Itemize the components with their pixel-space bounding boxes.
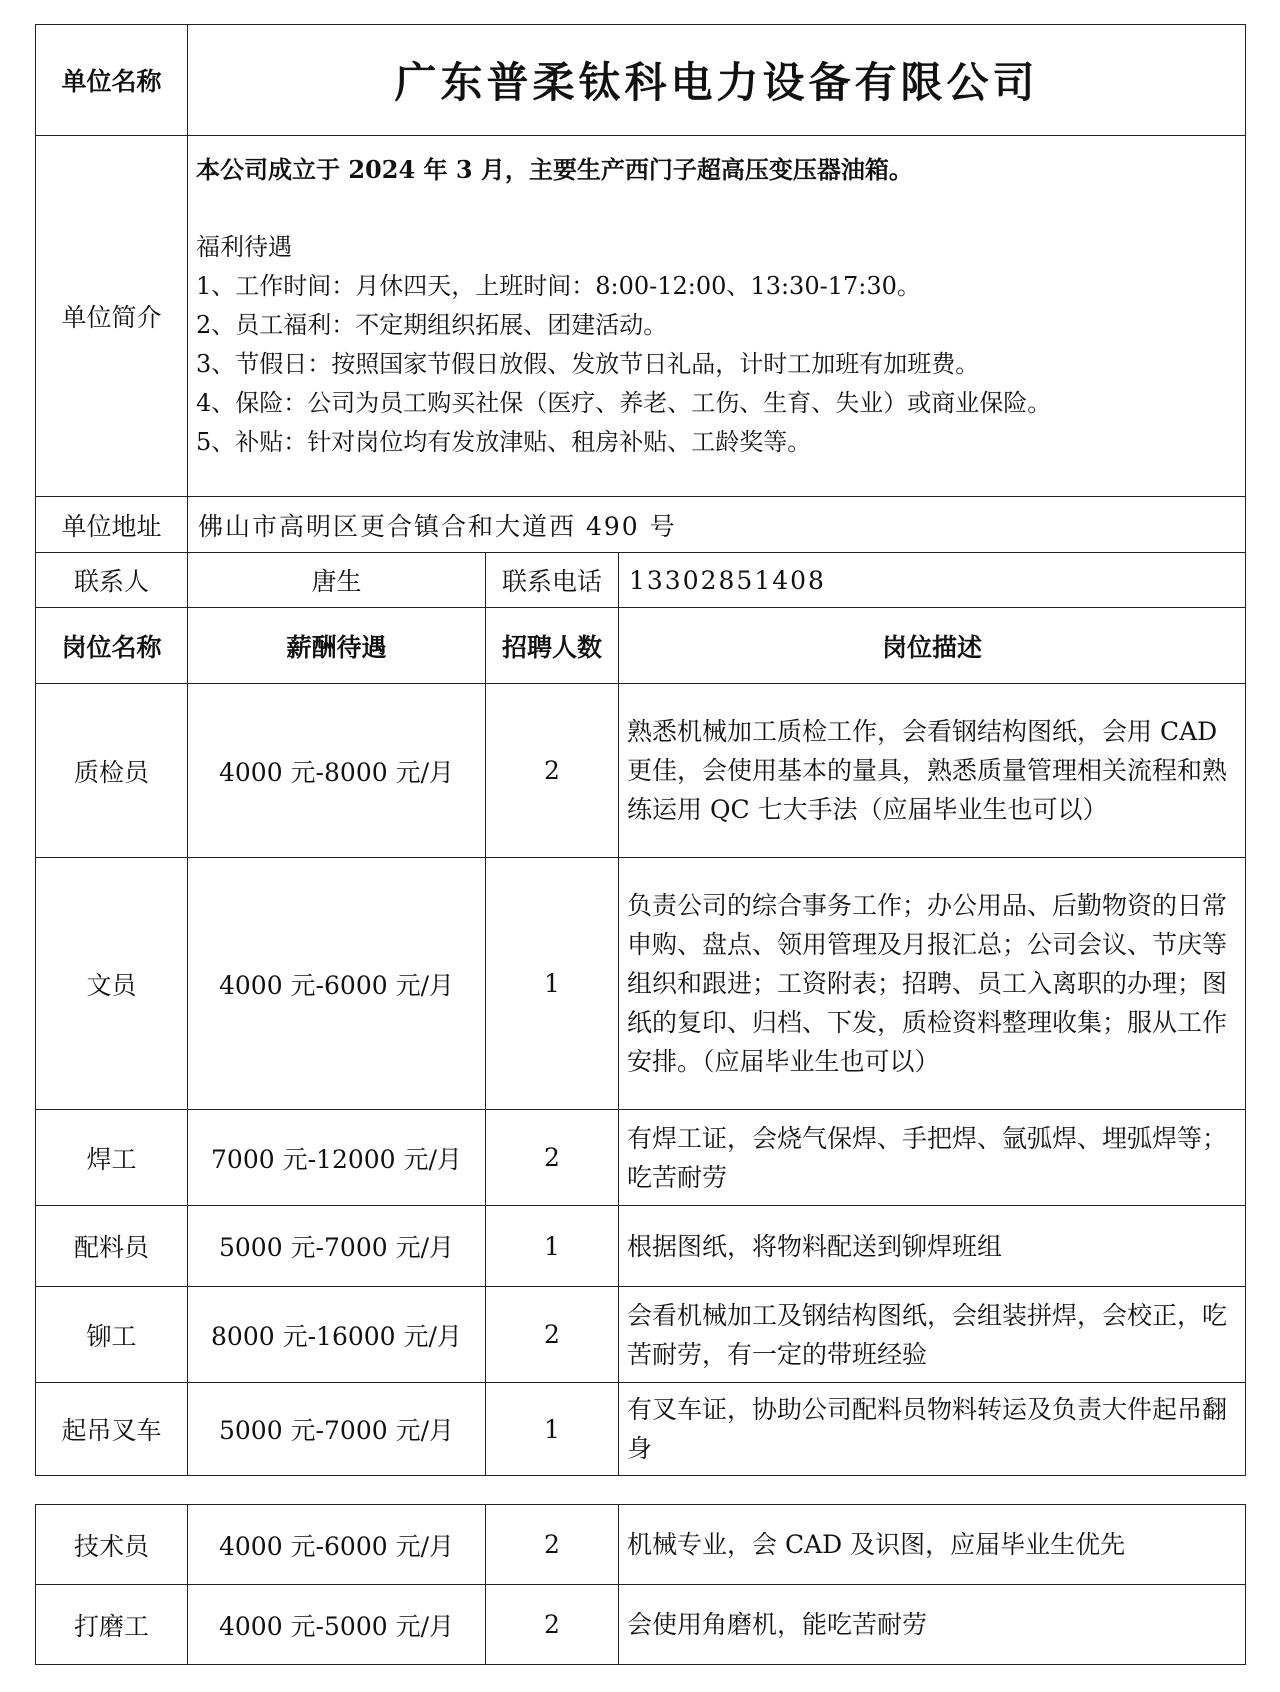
col-header-salary: 薪酬待遇 <box>188 608 486 684</box>
recruitment-table <box>35 24 1246 1476</box>
table-row <box>36 684 1246 858</box>
benefit-item: 5、补贴：针对岗位均有发放津贴、租房补贴、工龄奖等。 <box>196 428 812 456</box>
company-intro <box>188 136 1246 497</box>
job-name: 起吊叉车 <box>36 1383 188 1476</box>
company-name: 广东普柔钛科电力设备有限公司 <box>188 25 1246 136</box>
job-name: 铆工 <box>36 1287 188 1383</box>
job-salary: 4000 元-6000 元/月 <box>188 1505 486 1585</box>
col-header-name: 岗位名称 <box>36 608 188 684</box>
job-count: 2 <box>486 1287 619 1383</box>
benefits-title: 福利待遇 <box>196 233 292 261</box>
table-row <box>36 1206 1246 1287</box>
phone-label: 联系电话 <box>486 553 619 608</box>
job-desc: 根据图纸，将物料配送到铆焊班组 <box>619 1206 1246 1287</box>
job-salary: 4000 元-5000 元/月 <box>188 1585 486 1665</box>
job-count: 2 <box>486 1110 619 1206</box>
job-salary: 5000 元-7000 元/月 <box>188 1383 486 1476</box>
job-desc: 会看机械加工及钢结构图纸，会组装拼焊，会校正，吃苦耐劳，有一定的带班经验 <box>619 1287 1246 1383</box>
address-value: 佛山市高明区更合镇合和大道西 490 号 <box>188 497 1246 553</box>
job-desc: 机械专业，会 CAD 及识图，应届毕业生优先 <box>619 1505 1246 1585</box>
job-salary: 7000 元-12000 元/月 <box>188 1110 486 1206</box>
table-row <box>36 1585 1246 1665</box>
contact-name: 唐生 <box>188 553 486 608</box>
job-name: 技术员 <box>36 1505 188 1585</box>
contact-label: 联系人 <box>36 553 188 608</box>
table-row <box>36 858 1246 1110</box>
job-name: 焊工 <box>36 1110 188 1206</box>
phone-value: 13302851408 <box>619 553 1246 608</box>
intro-first-line: 本公司成立于 2024 年 3 月，主要生产西门子超高压变压器油箱。 <box>196 155 913 184</box>
recruitment-table-continued <box>35 1504 1246 1665</box>
job-salary: 5000 元-7000 元/月 <box>188 1206 486 1287</box>
job-desc: 有焊工证，会烧气保焊、手把焊、氩弧焊、埋弧焊等；吃苦耐劳 <box>619 1110 1246 1206</box>
table-row <box>36 1505 1246 1585</box>
job-salary: 8000 元-16000 元/月 <box>188 1287 486 1383</box>
benefit-item: 2、员工福利：不定期组织拓展、团建活动。 <box>196 311 668 339</box>
company-label: 单位名称 <box>36 25 188 136</box>
job-name: 质检员 <box>36 684 188 858</box>
job-count: 1 <box>486 1383 619 1476</box>
table-row <box>36 1383 1246 1476</box>
benefit-item: 4、保险：公司为员工购买社保（医疗、养老、工伤、生育、失业）或商业保险。 <box>196 389 1052 417</box>
benefit-item: 1、工作时间：月休四天，上班时间：8:00-12:00、13:30-17:30。 <box>196 272 921 300</box>
job-count: 2 <box>486 1505 619 1585</box>
job-name: 文员 <box>36 858 188 1110</box>
job-count: 2 <box>486 684 619 858</box>
job-count: 2 <box>486 1585 619 1665</box>
job-count: 1 <box>486 858 619 1110</box>
table-row <box>36 1110 1246 1206</box>
intro-label: 单位简介 <box>36 136 188 497</box>
job-salary: 4000 元-6000 元/月 <box>188 858 486 1110</box>
job-count: 1 <box>486 1206 619 1287</box>
job-desc: 熟悉机械加工质检工作，会看钢结构图纸，会用 CAD 更佳，会使用基本的量具，熟悉质量管理相关流程和熟练运用 QC 七大手法（应届毕业生也可以） <box>619 684 1246 858</box>
job-desc: 负责公司的综合事务工作；办公用品、后勤物资的日常申购、盘点、领用管理及月报汇总；公司会议、节庆等组织和跟进；工资附表；招聘、员工入离职的办理；图纸的复印、归档、下发，质检资料整理收集；服从工作安排。（应届毕业生也可以） <box>619 858 1246 1110</box>
job-desc: 会使用角磨机，能吃苦耐劳 <box>619 1585 1246 1665</box>
col-header-desc: 岗位描述 <box>619 608 1246 684</box>
job-desc: 有叉车证，协助公司配料员物料转运及负责大件起吊翻身 <box>619 1383 1246 1476</box>
col-header-count: 招聘人数 <box>486 608 619 684</box>
address-label: 单位地址 <box>36 497 188 553</box>
job-name: 配料员 <box>36 1206 188 1287</box>
benefit-item: 3、节假日：按照国家节假日放假、发放节日礼品，计时工加班有加班费。 <box>196 350 980 378</box>
job-salary: 4000 元-8000 元/月 <box>188 684 486 858</box>
job-name: 打磨工 <box>36 1585 188 1665</box>
table-row <box>36 1287 1246 1383</box>
